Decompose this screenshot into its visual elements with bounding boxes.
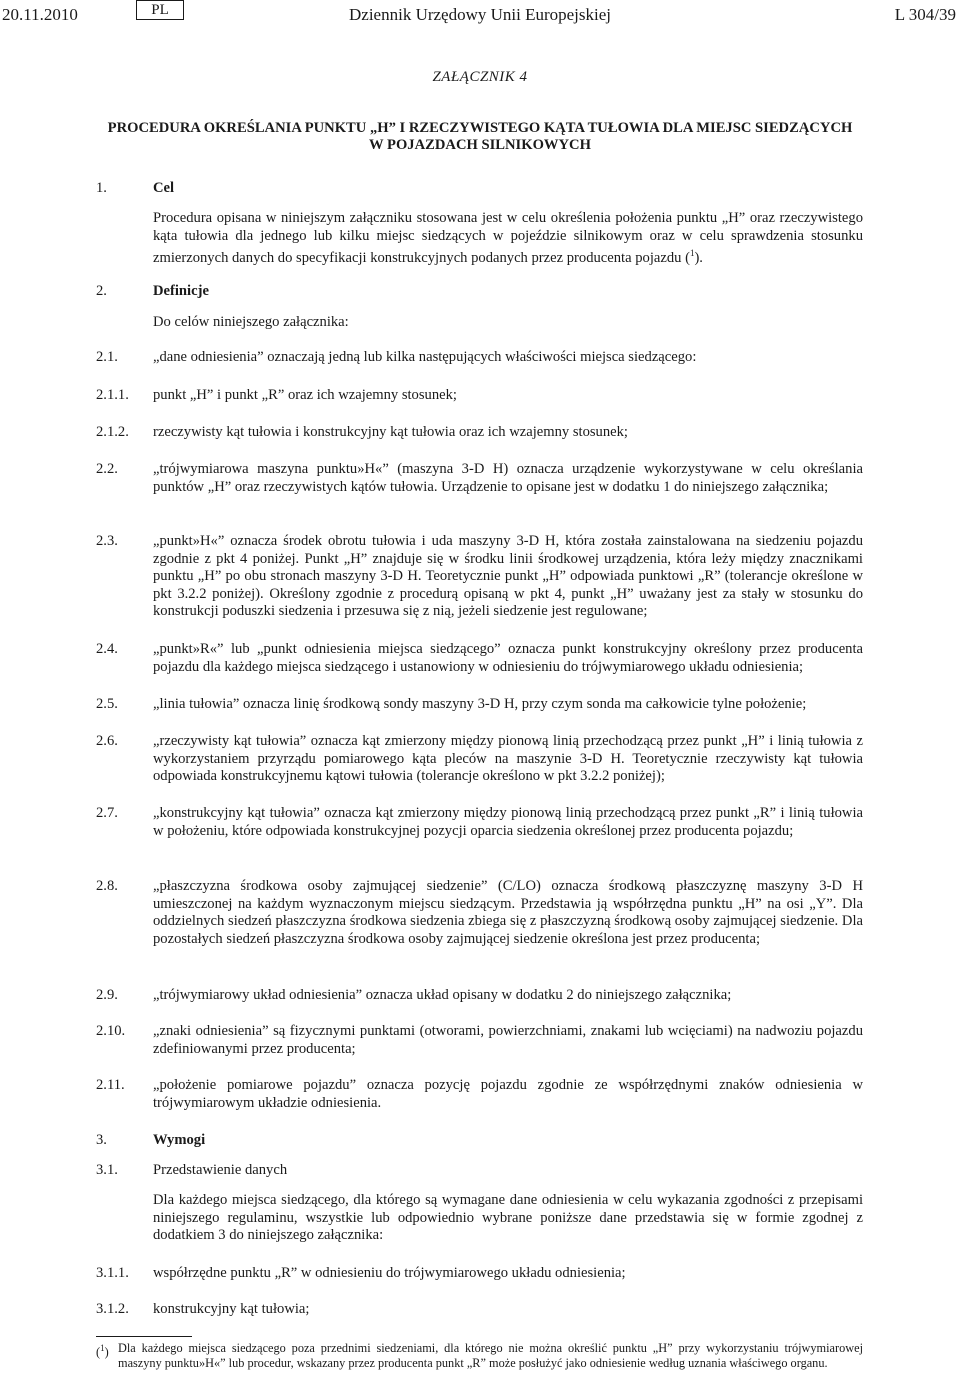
item-paragraph: Dla każdego miejsca siedzącego, dla którego są wymagane dane odniesienia w celu wykazania zgodności z przepisami niniejszego regulaminu, wszystkie lub odpowiednio wybrane poniższe dane przedstawia się w formie zgodnej z dodatkiem 3 do niniejszego załącznika: [153,1192,863,1244]
language-badge: PL [136,0,184,20]
item-number: 3.1. [96,1162,118,1178]
item-number: 2.1.2. [96,424,129,440]
item-number: 2.2. [96,461,118,477]
item-number: 3.1.2. [96,1301,129,1317]
item-number: 2.11. [96,1077,125,1093]
title-line-1: PROCEDURA OKREŚLANIA PUNKTU „H” I RZECZYWISTEGO KĄTA TUŁOWIA DLA MIEJSC SIEDZĄCYCH [107,120,853,136]
item-number: 2.6. [96,733,118,749]
item-number: 3.1.1. [96,1265,129,1281]
annex-label: ZAŁĄCZNIK 4 [432,69,528,85]
footnote-marker: ($^1$) [96,1343,109,1360]
item-text: „punkt»H«” oznacza środek obrotu tułowia i uda maszyny 3-D H, która została zainstalowana na siedzeniu pojazdu zgodnie z pkt 4 poniżej. Punkt „H” znajduje się w środku linii środkowej urządzenia, która leży między znacznikami punktu „H” po obu stronach maszyny 3-D H. Teoretycznie punkt „H” odpowiada punktowi „R” (tolerancje określone w pkt 3.2.2 poniżej). Określony zgodnie z procedurą opisaną w pkt 4, punkt „H” uważany jest za stały w stosunku do konstrukcji poduszki siedzenia i przesuwa się z nią, jeżeli siedzenie jest regulowane; [153,533,863,620]
item-number: 2.5. [96,696,118,712]
item-number: 2.8. [96,878,118,894]
section-number: 2. [96,283,107,299]
item-text: „linia tułowia” oznacza linię środkową sondy maszyny 3-D H, przy czym sonda ma całkowicie tylne położenie; [153,696,807,712]
footnote-ref[interactable]: 1 [689,248,695,259]
item-text: „punkt»R«” lub „punkt odniesienia miejsca siedzącego” oznacza punkt konstrukcyjny określony przez producenta pojazdu dla każdego miejsca siedzącego i ustanowiony w odniesieniu do trójwymiarowego układu odniesienia; [153,641,863,675]
item-text: „dane odniesienia” oznaczają jedną lub kilka następujących właściwości miejsca siedzącego: [153,349,697,365]
item-text: rzeczywisty kąt tułowia i konstrukcyjny kąt tułowia oraz ich wzajemny stosunek; [153,424,628,440]
item-text: konstrukcyjny kąt tułowia; [153,1301,310,1317]
section-heading: Cel [153,180,175,196]
journal-title: Dziennik Urzędowy Unii Europejskiej [349,5,612,24]
section-paragraph [153,210,863,268]
item-number: 2.1. [96,349,118,365]
item-number: 2.9. [96,987,118,1003]
publication-date: 20.11.2010 [2,5,78,24]
page-header [0,0,960,32]
footnote-text: Dla każdego miejsca siedzącego poza przednimi siedzeniami, dla którego nie można określić punktu „H” przy wykorzystaniu trójwymiarowej maszyny punktu»H«” lub procedur, wskazany przez producenta punkt „R” może posłużyć jako odniesienie według uznania właściwego organu. [118,1341,863,1370]
section-heading: Definicje [153,283,209,299]
item-text: „konstrukcyjny kąt tułowia” oznacza kąt zmierzony między pionową linią przechodzącą przez punkt „R” i linią tułowia w położeniu, które odpowiada konstrukcyjnej pozycji oparcia siedzenia określonej przez producenta pojazdu; [153,805,863,839]
title-line-2: W POJAZDACH SILNIKOWYCH [369,137,591,153]
section-number: 1. [96,180,107,196]
footnote-divider [96,1336,192,1337]
document-title [96,120,864,154]
item-text: Przedstawienie danych [153,1162,288,1178]
section-intro: Do celów niniejszego załącznika: [153,314,349,330]
item-text: „rzeczywisty kąt tułowia” oznacza kąt zmierzony między pionową linią przechodzącą przez punkt „H” i linią tułowia z wykorzystaniem przyrządu pomiarowego kąta pleców na maszynie 3-D H. Teoretycznie rzeczywisty kąt tułowia odpowiada konstrukcyjnemu kątowi tułowia (tolerancje określono w pkt 3.2.2 poniżej); [153,733,863,785]
item-number: 2.4. [96,641,118,657]
item-number: 2.7. [96,805,118,821]
item-number: 2.1.1. [96,387,129,403]
item-text: punkt „H” i punkt „R” oraz ich wzajemny stosunek; [153,387,457,403]
item-text: „znaki odniesienia” są fizycznymi punktami (otworami, powierzchniami, znakami lub wcięciami) na nadwoziu pojazdu zdefiniowanymi przez producenta; [153,1023,863,1057]
item-number: 2.10. [96,1023,126,1039]
item-text: współrzędne punktu „R” w odniesieniu do trójwymiarowego układu odniesienia; [153,1265,626,1281]
item-text: „płaszczyzna środkowa osoby zajmującej siedzenie” (C/LO) oznacza środkową płaszczyznę maszyny 3-D H umieszczonej na każdym wyznaczonym miejscu siedzącym. Przedstawia ją współrzędna punktu „H” na osi „Y”. Dla oddzielnych siedzeń płaszczyzna środkowa siedzenia zbiega się z płaszczyzną środkową osoby zajmującej siedzenie. Dla pozostałych siedzeń płaszczyzna środkowa osoby zajmującej siedzenie określona jest przez producenta; [153,878,863,947]
section-heading: Wymogi [153,1132,206,1148]
item-text: „trójwymiarowa maszyna punktu»H«” (maszyna 3-D H) oznacza urządzenie wykorzystywane w celu określania punktów „H” oraz rzeczywistych kątów tułowia. Urządzenie to opisane jest w dodatku 1 do niniejszego załącznika; [153,461,863,495]
item-text: „położenie pomiarowe pojazdu” oznacza pozycję pojazdu zgodnie ze współrzędnymi znaków odniesienia w trójwymiarowym układzie odniesienia. [153,1077,863,1111]
item-text: „trójwymiarowy układ odniesienia” oznacza układ opisany w dodatku 2 do niniejszego załącznika; [153,987,732,1003]
paragraph-text: Procedura opisana w niniejszym załączniku stosowana jest w celu określenia położenia punktu „H” oraz rzeczywistego kąta tułowia dla jednego lub kilku miejsc siedzących w pojeździe silnikowym oraz w celu sprawdzenia stosunku zmierzonych danych do specyfikacji konstrukcyjnych podanych przez producenta pojazdu ( [153,210,863,267]
item-number: 2.3. [96,533,118,549]
section-number: 3. [96,1132,107,1148]
footnote-number: 1 [100,1343,105,1353]
page-number: L 304/39 [894,5,956,24]
paragraph-tail: ). [694,250,703,267]
